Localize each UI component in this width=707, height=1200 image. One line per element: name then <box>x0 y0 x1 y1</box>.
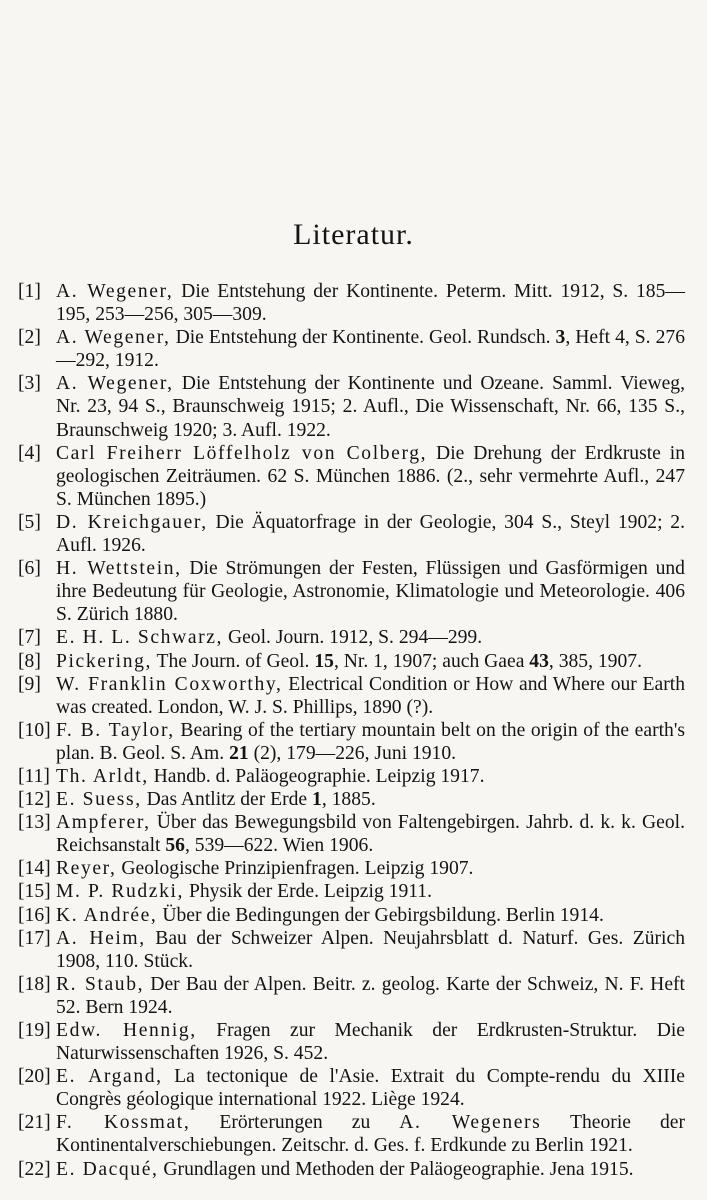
reference-text: , 385, 1907. <box>548 650 642 672</box>
reference-item <box>18 557 685 626</box>
reference-text: Die Entstehung der Kontinente und Ozeane. Samml. Vieweg, Nr. 23, 94 S., Braunschweig 1915; 2. Aufl., Die Wissenschaft, Nr. 66, 135 S., Braunschweig 1920; 3. Aufl. 1922. <box>56 373 685 441</box>
volume-number: 3 <box>555 327 566 349</box>
reference-author: Th. Arldt, <box>56 765 149 787</box>
reference-text: Physik der Erde. Leipzig 1911. <box>184 881 433 903</box>
reference-text: Über die Bedingungen der Gebirgsbildung. Berlin 1914. <box>157 904 604 926</box>
reference-item <box>18 904 685 927</box>
reference-author: R. Staub, <box>56 973 145 995</box>
reference-author: H. Wettstein, <box>56 558 182 580</box>
volume-number: 1 <box>312 789 322 811</box>
reference-author: A. Wegener, <box>56 281 174 302</box>
reference-number: [20] <box>18 1066 51 1088</box>
reference-text: Bearing of the tertiary mountain belt on the origin of the earth's plan. B. Geol. S. Am. <box>56 719 685 764</box>
reference-author: M. P. Rudzki, <box>56 881 185 903</box>
reference-text: La tectonique de l'Asie. Extrait du Compte-rendu du XIIIe Congrès géologique international 1922. Liège 1924. <box>56 1066 685 1111</box>
reference-author: A. Heim, <box>56 927 146 949</box>
reference-text: Die Äquatorfrage in der Geologie, 304 S., Steyl 1902; 2. Aufl. 1926. <box>56 511 685 557</box>
reference-text: , Nr. 1, 1907; auch Gaea <box>333 650 530 672</box>
reference-item <box>18 673 685 719</box>
reference-number: [22] <box>18 1158 51 1180</box>
reference-author: Ampferer, <box>56 812 151 834</box>
reference-author: A. Wegener, <box>56 373 174 395</box>
reference-author: E. Dacqué, <box>56 1158 159 1180</box>
reference-text: The Journ. of Geol. <box>152 650 315 672</box>
reference-number: [15] <box>18 881 51 903</box>
reference-text: Handb. d. Paläogeographie. Leipzig 1917. <box>148 765 485 787</box>
reference-item <box>18 927 685 973</box>
volume-number: 21 <box>229 742 249 764</box>
reference-author: E. Argand, <box>56 1066 163 1088</box>
reference-item <box>18 511 685 557</box>
reference-text: Der Bau der Alpen. Beitr. z. geolog. Karte der Schweiz, N. F. Heft 52. Bern 1924. <box>56 973 685 1018</box>
reference-author: Reyer, <box>56 858 117 880</box>
reference-item <box>18 719 685 765</box>
reference-author: D. Kreichgauer, <box>56 511 208 533</box>
reference-author: K. Andrée, <box>56 904 158 926</box>
reference-number: [14] <box>18 858 51 880</box>
reference-number: [4] <box>18 442 41 464</box>
reference-text: Die Entstehung der Kontinente. Peterm. Mitt. 1912, S. 185—195, 253—256, 305—309. <box>56 281 685 326</box>
reference-text: Geol. Journ. 1912, S. 294—299. <box>223 627 483 649</box>
reference-author: E. Suess, <box>56 789 142 811</box>
reference-item <box>18 1019 685 1065</box>
reference-text: Die Strömungen der Festen, Flüssigen und Gasförmigen und ihre Bedeutung für Geologie, Astronomie, Klimatologie und Meteorologie. 406 S. Zürich 1880. <box>56 558 685 626</box>
reference-number: [5] <box>18 511 41 533</box>
reference-item <box>18 372 685 441</box>
reference-text: Über das Bewegungsbild von Faltengebirgen. Jahrb. d. k. k. Geol. Reichsanstalt <box>56 812 685 857</box>
reference-author: A. Wegener, <box>56 327 171 349</box>
page-title: Literatur. <box>293 218 414 251</box>
reference-text: (2), 179—226, Juni 1910. <box>248 742 457 764</box>
reference-author: Pickering, <box>56 650 152 672</box>
volume-number: 15 <box>314 650 334 672</box>
cited-author-name: A. Wegeners <box>399 1112 542 1134</box>
reference-list <box>18 280 685 1181</box>
reference-item <box>18 442 685 511</box>
reference-item <box>18 880 685 903</box>
reference-author: F. B. Taylor, <box>56 719 175 741</box>
reference-number: [9] <box>18 673 41 695</box>
reference-number: [13] <box>18 812 51 834</box>
reference-item <box>18 326 685 372</box>
reference-text: Die Drehung der Erdkruste in geologischen Zeiträumen. 62 S. München 1886. (2., sehr vermehrte Aufl., 247 S. München 1895.) <box>56 442 686 510</box>
reference-number: [12] <box>18 789 51 811</box>
reference-text: Das Antlitz der Erde <box>141 789 313 811</box>
reference-item <box>18 1158 685 1181</box>
reference-item <box>18 650 685 673</box>
reference-text: Fragen zur Mechanik der Erdkrusten-Struktur. Die Naturwissenschaften 1926, S. 452. <box>56 1020 685 1065</box>
reference-text: Bau der Schweizer Alpen. Neujahrsblatt d. Naturf. Ges. Zürich 1908, 110. Stück. <box>56 927 685 972</box>
reference-number: [18] <box>18 973 51 995</box>
reference-item <box>18 280 685 326</box>
volume-number: 43 <box>529 650 549 672</box>
reference-item <box>18 973 685 1019</box>
reference-item <box>18 811 685 857</box>
reference-number: [19] <box>18 1020 51 1041</box>
reference-number: [16] <box>18 904 51 926</box>
reference-number: [11] <box>18 765 50 787</box>
reference-text: Theorie der Kontinentalverschiebungen. Zeitschr. d. Ges. f. Erdkunde zu Berlin 1921. <box>56 1112 685 1157</box>
reference-item <box>18 626 685 649</box>
reference-text: , Heft 4, S. 276—292, 1912. <box>56 327 685 372</box>
reference-number: [6] <box>18 558 41 580</box>
reference-number: [7] <box>18 627 41 649</box>
reference-author: F. Kossmat, <box>56 1112 191 1134</box>
reference-author: E. H. L. Schwarz, <box>56 627 224 649</box>
reference-author: W. Franklin Coxworthy, <box>56 673 283 695</box>
reference-number: [17] <box>18 927 51 949</box>
reference-text: Electrical Condition or How and Where our Earth was created. London, W. J. S. Phillips, 1890 (?). <box>56 673 685 718</box>
reference-number: [10] <box>18 719 51 741</box>
reference-author: Edw. Hennig, <box>56 1020 197 1041</box>
reference-item <box>18 1065 685 1111</box>
reference-item <box>18 788 685 811</box>
reference-text: Grundlagen und Methoden der Paläogeographie. Jena 1915. <box>158 1158 634 1180</box>
reference-number: [8] <box>18 650 41 672</box>
reference-number: [21] <box>18 1112 51 1134</box>
reference-text: , 539—622. Wien 1906. <box>184 835 374 857</box>
reference-text: , 1885. <box>321 789 376 811</box>
reference-text: Erörterungen zu <box>190 1112 400 1134</box>
reference-author: Carl Freiherr Löffelholz von Colberg, <box>56 442 428 464</box>
reference-item <box>18 765 685 788</box>
reference-text: Die Entstehung der Kontinente. Geol. Rundsch. <box>170 327 556 349</box>
reference-number: [3] <box>18 373 41 395</box>
reference-number: [1] <box>18 281 41 302</box>
reference-item <box>18 1111 685 1157</box>
reference-text: Geologische Prinzipienfragen. Leipzig 1907. <box>116 858 474 880</box>
volume-number: 56 <box>165 835 185 857</box>
reference-item <box>18 857 685 880</box>
reference-number: [2] <box>18 327 41 349</box>
